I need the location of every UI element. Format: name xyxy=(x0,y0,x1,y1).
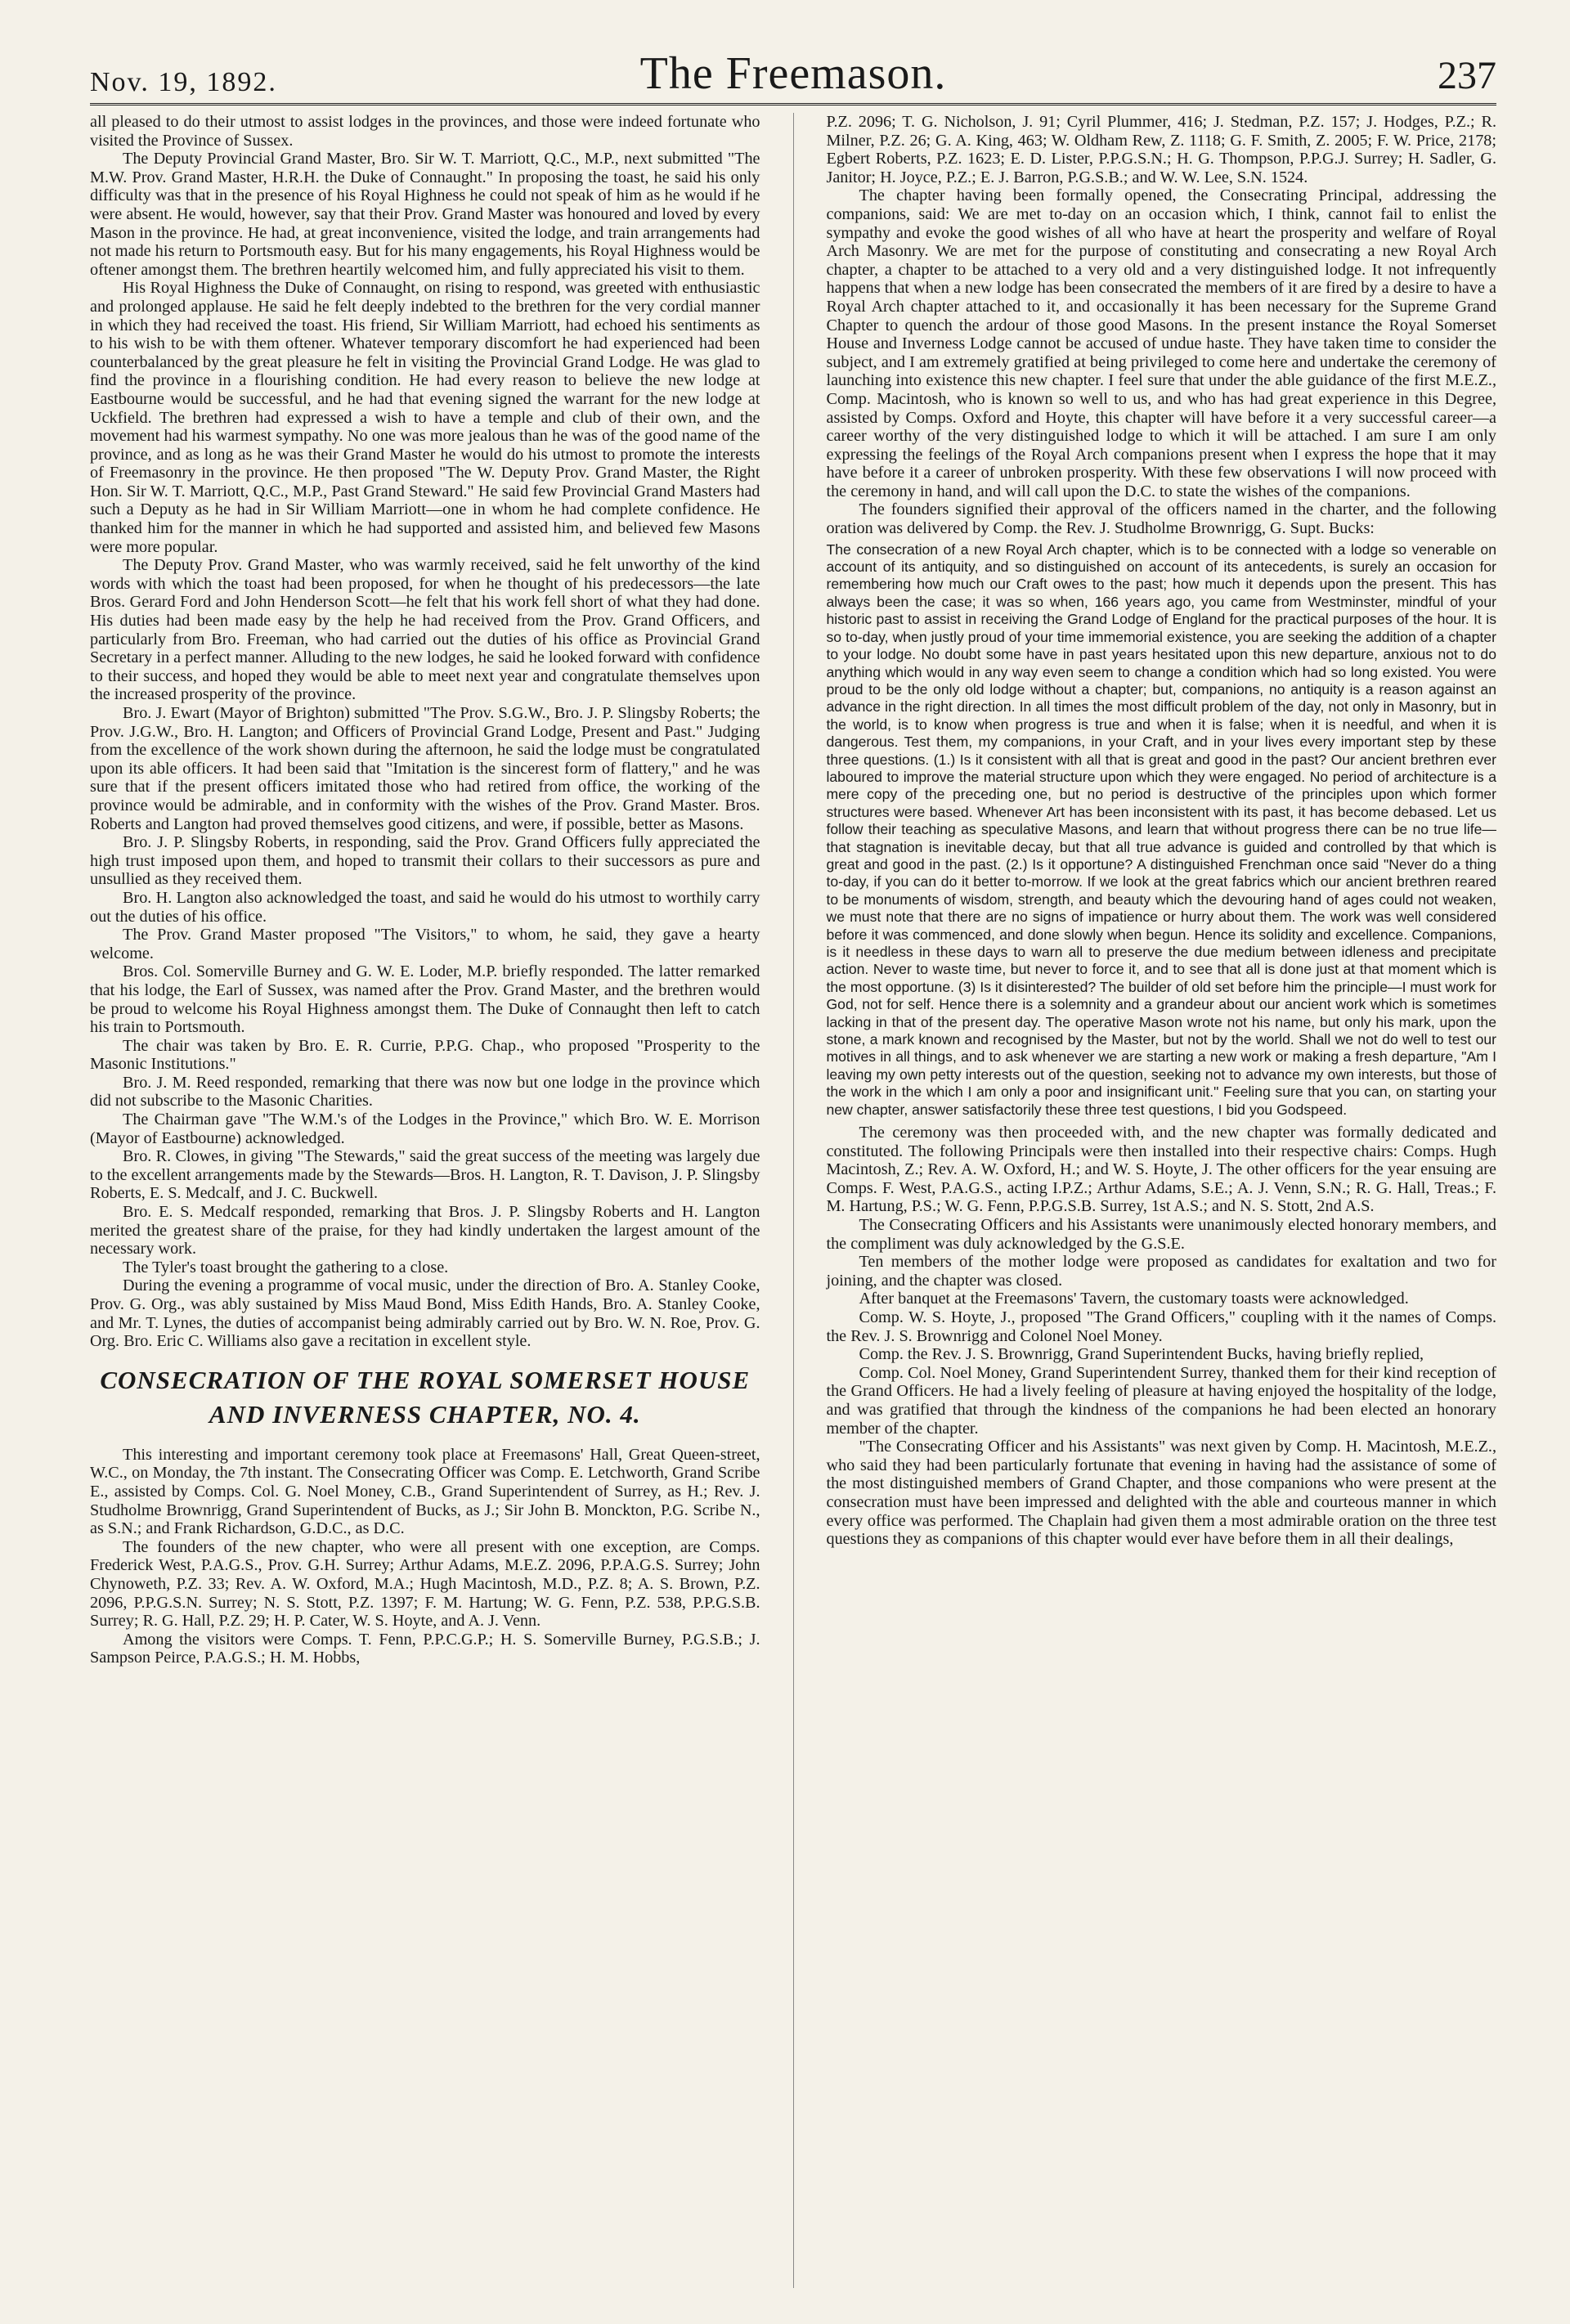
paragraph: The chapter having been formally opened, the Consecrating Principal, addressing the companions, said: We are met to-day on an occasion which, I think, cannot fail to enlist the sympathy and evoke the good wishes of all who have at heart the prosperity and welfare of Royal Arch Masonry. We are met for the purpose of constituting and consecrating a new Royal Arch chapter, a chapter to be attached to a very old and a very distinguished lodge. It not infrequently happens that when a new lodge has been consecrated the members of it are fired by a desire to have a Royal Arch chapter attached to it, and occasionally it has been necessary for the Supreme Grand Chapter to quench the ardour of those good Masons. In the present instance the Royal Somerset House and Inverness Lodge cannot be accused of undue haste. They have taken time to consider the subject, and I am extremely gratified at being privileged to come here and undertake the ceremony of launching into existence this new chapter. I feel sure that under the able guidance of the first M.E.Z., Comp. Macintosh, who is known so well to us, and who has had great experience in this Degree, assisted by Comps. Oxford and Hoyte, this chapter will have before it a very successful career—a career worthy of the very distinguished lodge to which it will be attached. I am sure I am only expressing the feelings of the Royal Arch companions present when I express the hope that it may have before it a career of unbroken prosperity. With these few observations I will now proceed with the ceremony in hand, and will call upon the D.C. to state the wishes of the companions. xyxy=(826,186,1496,500)
paragraph: The Tyler's toast brought the gathering to a close. xyxy=(123,1258,449,1276)
masthead xyxy=(90,33,1496,105)
paragraph: This interesting and important ceremony took place at Freemasons' Hall, Great Queen-street, W.C., on Monday, the 7th instant. The Consecrating Officer was Comp. E. Letchworth, Grand Scribe E., assisted by Comps. Col. G. Noel Money, C.B., Grand Superintendent of Surrey, as H.; Rev. J. Studholme Brownrigg, Grand Superintendent of Bucks, as J.; Sir John B. Monckton, P.G. Scribe N., as S.N.; and Frank Richardson, G.D.C., as D.C. xyxy=(90,1445,760,1538)
paragraph: Bro. J. M. Reed responded, remarking that there was now but one lodge in the province which did not subscribe to the Masonic Charities. xyxy=(90,1073,760,1110)
paragraph: The founders of the new chapter, who were all present with one exception, are Comps. Frederick West, P.A.G.S., Prov. G.H. Surrey; Arthur Adams, M.E.Z. 2096, P.P.A.G.S. Surrey; John Chynoweth, P.Z. 33; Rev. A. W. Oxford, M.A.; Hugh Macintosh, M.D., P.Z. 8; A. S. Brown, P.Z. 2096, P.P.G.S.N. Surrey; N. S. Stott, P.Z. 1397; F. M. Hartung; W. G. Fenn, P.Z. 538, P.P.G.S.B. Surrey; R. G. Hall, P.Z. 29; H. P. Cater, W. S. Hoyte, and A. J. Venn. xyxy=(90,1537,760,1631)
paragraph: all pleased to do their utmost to assist lodges in the provinces, and those were indeed fortunate who visited the Province of Sussex. xyxy=(90,113,760,150)
paragraph: The Prov. Grand Master proposed "The Visitors," to whom, he said, they gave a hearty welcome. xyxy=(90,926,760,962)
paragraph: The Deputy Prov. Grand Master, who was warmly received, said he felt unworthy of the kind words with which the toast had been proposed, for when he thought of his predecessors—the late Bros. Gerard Ford and John Henderson Scott—he felt that his work fell short of what they had done. His duties had been made easy by the help he had received from the Prov. Grand Officers, and particularly from Bro. Freeman, who had carried out the duties of his office as Provincial Grand Secretary in a perfect manner. Alluding to the new lodges, he said he looked forward with confidence to their success, and hoped they would be able to meet next year and congratulate themselves upon the increased prosperity of the province. xyxy=(90,556,760,704)
heading-line: CONSECRATION OF THE ROYAL SOMERSET HOUSE xyxy=(100,1365,751,1394)
publication-title: The Freemason. xyxy=(639,48,947,99)
paragraph: After banquet at the Freemasons' Tavern, the customary toasts were acknowledged. xyxy=(859,1290,1409,1308)
paragraph: The Deputy Provincial Grand Master, Bro. Sir W. T. Marriott, Q.C., M.P., next submitted "The M.W. Prov. Grand Master, H.R.H. the Duke of Connaught." In proposing the toast, he said his only difficulty was that in the presence of his Royal Highness he could not speak of him as he would if he were absent. He would, however, say that their Prov. Grand Master was honoured and loved by every Mason in the province. He had, at great inconvenience, visited the lodge, and train arrangements had not made his return to Portsmouth easy. But for his many engagements, his Royal Highness would be oftener amongst them. The brethren heartily welcomed him, and fully appreciated his visit to them. xyxy=(90,150,760,279)
paragraph: Comp. the Rev. J. S. Brownrigg, Grand Superintendent Bucks, having briefly replied, xyxy=(859,1345,1424,1364)
paragraph: During the evening a programme of vocal music, under the direction of Bro. A. Stanley Cooke, Prov. G. Org., was ably sustained by Miss Maud Bond, Miss Edith Hands, Bro. A. Stanley Cooke, and Mr. T. Lynes, the duties of accompanist being admirably carried out by Bro. W. N. Roe, Prov. G. Org. Bro. Eric C. Williams also gave a recitation in excellent style. xyxy=(90,1276,760,1351)
article-columns xyxy=(90,113,1496,2288)
article-heading xyxy=(90,1364,760,1431)
paragraph: Bro. J. P. Slingsby Roberts, in responding, said the Prov. Grand Officers fully appreciated the high trust imposed upon them, and hoped to transmit their collars to their successors as pure and unsullied as they received them. xyxy=(90,833,760,889)
right-column xyxy=(826,113,1496,2288)
paragraph: The chair was taken by Bro. E. R. Currie, P.P.G. Chap., who proposed "Prosperity to the Masonic Institutions." xyxy=(90,1036,760,1074)
paragraph: The Consecrating Officers and his Assistants were unanimously elected honorary members, and the compliment was duly acknowledged by the G.S.E. xyxy=(826,1216,1496,1253)
paragraph: Ten members of the mother lodge were proposed as candidates for exaltation and two for joining, and the chapter was closed. xyxy=(826,1253,1496,1290)
oration-block xyxy=(826,541,1496,1119)
paragraph: Comp. W. S. Hoyte, J., proposed "The Grand Officers," coupling with it the names of Comps. the Rev. J. S. Brownrigg and Colonel Noel Money. xyxy=(826,1308,1496,1345)
paragraph: The Chairman gave "The W.M.'s of the Lodges in the Province," which Bro. W. E. Morrison (Mayor of Eastbourne) acknowledged. xyxy=(90,1110,760,1147)
paragraph: Comp. Col. Noel Money, Grand Superintendent Surrey, thanked them for their kind reception of the Grand Officers. He had a lively feeling of pleasure at having enjoyed the hospitality of the lodge, and was gratified that through the kindness of the companions he had been elected an honorary member of the chapter. xyxy=(826,1363,1496,1438)
paragraph: Bros. Col. Somerville Burney and G. W. E. Loder, M.P. briefly responded. The latter remarked that his lodge, the Earl of Sussex, was named after the Prov. Grand Master, and the brethren would be proud to welcome his Royal Highness amongst them. The Duke of Connaught then left to catch his train to Portsmouth. xyxy=(90,962,760,1037)
paragraph: Bro. H. Langton also acknowledged the toast, and said he would do his utmost to worthily carry out the duties of his office. xyxy=(90,888,760,926)
paragraph: Among the visitors were Comps. T. Fenn, P.P.C.G.P.; H. S. Somerville Burney, P.G.S.B.; J. Sampson Peirce, P.A.G.S.; H. M. Hobbs, xyxy=(90,1630,760,1667)
newspaper-page xyxy=(90,33,1496,2298)
paragraph: His Royal Highness the Duke of Connaught, on rising to respond, was greeted with enthusiastic and prolonged applause. He said he felt deeply indebted to the brethren for the very cordial manner in which they had received the toast. His friend, Sir William Marriott, had echoed his sentiments as to his wish to be with them oftener. Whatever temporary discomfort he had experienced had been counterbalanced by the great pleasure he felt in visiting the Provincial Grand Lodge. He was glad to find the province in a flourishing condition. He had every reason to believe the new lodge at Eastbourne would be successful, and he had that evening signed the warrant for the new lodge at Uckfield. The brethren had expressed a wish to have a temple and club of their own, and the movement had his warmest sympathy. No one was more jealous than he was of the good name of the province, and as long as he was their Grand Master he would do his utmost to promote the interests of Freemasonry in the province. He then proposed "The W. Deputy Prov. Grand Master, the Right Hon. Sir W. T. Marriott, Q.C., M.P., Past Grand Steward." He said few Provincial Grand Masters had such a Deputy as he had in Sir William Marriott—one in whom he had complete confidence. He thanked him for the manner in which he had supported and assisted him, and believed few Masons were more popular. xyxy=(90,279,760,556)
paragraph: The ceremony was then proceeded with, and the new chapter was formally dedicated and constituted. The following Principals were then installed into their respective chairs: Comps. Hugh Macintosh, Z.; Rev. A. W. Oxford, H.; and W. S. Hoyte, J. The other officers for the year ensuing are Comps. F. West, P.A.G.S., acting I.P.Z.; Arthur Adams, S.E.; A. J. Venn, S.N.; R. G. Hall, Treas.; F. M. Hartung, P.S.; W. G. Fenn, P.P.G.S.B. Surrey, 1st A.S.; and N. S. Stott, 2nd A.S. xyxy=(826,1124,1496,1216)
paragraph: P.Z. 2096; T. G. Nicholson, J. 91; Cyril Plummer, 416; J. Stedman, P.Z. 157; J. Hodges, P.Z.; R. Milner, P.Z. 26; G. A. King, 463; W. Oldham Rew, Z. 1118; G. F. Smith, Z. 2005; F. W. Price, 2178; Egbert Roberts, P.Z. 1623; E. D. Lister, P.P.G.S.N.; H. G. Thompson, P.P.G.J. Surrey; H. Sadler, G. Janitor; H. Joyce, P.Z.; E. J. Barron, P.G.S.B.; and W. W. Lee, S.N. 1524. xyxy=(826,113,1496,186)
paragraph: Bro. J. Ewart (Mayor of Brighton) submitted "The Prov. S.G.W., Bro. J. P. Slingsby Roberts; the Prov. J.G.W., Bro. H. Langton; and Officers of Provincial Grand Lodge, Present and Past." Judging from the excellence of the work shown during the afternoon, he said the lodge must be congratulated upon its able officers. It had been said that "Imitation is the sincerest form of flattery," and he was sure that if the present officers imitated those who had retired from office, the working of the province would be admirable, and in conformity with the wishes of the Prov. Grand Master. Bros. Roberts and Langton had proved themselves good citizens, and were, if possible, better as Masons. xyxy=(90,704,760,833)
column-divider xyxy=(793,113,794,2288)
oration-text: The consecration of a new Royal Arch chapter, which is to be connected with a lodge so venerable on account of its antiquity, and so distinguished on account of its antecedents, is surely an occasion for remembering how much our Craft owes to the past; how much it depends upon the present. This has always been the case; it was so when, 166 years ago, you came from Westminster, mindful of your historic past to assist in receiving the Grand Lodge of England for the practical purposes of the hour. It is so to-day, when justly proud of your time immemorial existence, you are seeking the addition of a chapter to your lodge. No doubt some have in past years hesitated upon this new departure, anxious not to do anything which would in any way even seem to change a condition which had so long existed. You were proud to be the only old lodge without a chapter; but, companions, no antiquity is a reason against an advance in the right direction. In all times the most difficult problem of the day, not only in Masonry, but in the world, is to know when progress is true and when it is false; when it is needful, and when it is dangerous. Test them, my companions, in your Craft, and in your lives every important step by these three questions. (1.) Is it consistent with all that is great and good in the past? Our ancient brethren ever laboured to improve the material structure upon which they were engaged. No period of architecture is a mere copy of the preceding one, but no period is destructive of the principles upon which former structures were based. Whenever Art has been inconsistent with its past, it has become debased. Let us follow their teaching as speculative Masons, and learn that without progress there can be no true life—that stagnation is inevitable decay, but that all true advance is guided and controlled by that which is great and good in the past. (2.) Is it opportune? A distinguished Frenchman once said "Never do a thing to-day, if you can do it better to-morrow. If we look at the great fabrics which our ancient brethren reared to be monuments of wisdom, strength, and beauty which the devouring hand of ages could not weaken, we must note that there are no signs of impatience or hurry about them. The work was well considered before it was commenced, and done slowly when begun. Hence its solidity and excellence. Companions, is it needless in these days to warn all to preserve the due medium between idleness and precipitate action. Never to waste time, but never to force it, and to see that all is done just at that moment which is the most opportune. (3) Is it disinterested? The builder of old set before him the principle—I must work for God, not for self. Hence there is a solemnity and a grandeur about our ancient work which is sometimes lacking in that of the present day. The operative Mason wrote not his name, but only his mark, upon the stone, a mark known and recognised by the Master, but not by the world. Shall we not do well to test our motives in all things, and to ask whenever we are starting a new work or making a fresh departure, "Am I leaving my own petty interests out of the question, seeking not to advance my own interests, but those of the work in the which I am only a poor and insignificant unit." Feeling sure that you can, on starting your new chapter, answer satisfactorily these three test questions, I bid you Godspeed. xyxy=(826,541,1496,1118)
left-column xyxy=(90,113,760,2288)
paragraph: Bro. E. S. Medcalf responded, remarking that Bros. J. P. Slingsby Roberts and H. Langton merited the greatest share of the praise, for they had kindly undertaken the largest amount of the necessary work. xyxy=(90,1203,760,1258)
issue-date: Nov. 19, 1892. xyxy=(90,67,277,97)
paragraph: "The Consecrating Officer and his Assistants" was next given by Comp. H. Macintosh, M.E.Z., who said they had been particularly fortunate that evening in having had the assistance of some of the most distinguished members of Grand Chapter, and those companions who were present at the consecration must have been impressed and delighted with the able and courteous manner in which every office was performed. The Chaplain had given them a most admirable oration on the three test questions they as companions of this chapter would ever have before them in all their dealings, xyxy=(826,1438,1496,1549)
paragraph: Bro. R. Clowes, in giving "The Stewards," said the great success of the meeting was largely due to the excellent arrangements made by the Stewards—Bros. H. Langton, R. T. Davison, J. P. Slingsby Roberts, E. S. Medcalf, and J. C. Buckwell. xyxy=(90,1147,760,1203)
page-number: 237 xyxy=(1438,54,1496,97)
heading-line: AND INVERNESS CHAPTER, NO. 4. xyxy=(209,1399,641,1429)
paragraph: The founders signified their approval of the officers named in the charter, and the following oration was delivered by Comp. the Rev. J. Studholme Brownrigg, G. Supt. Bucks: xyxy=(826,500,1496,538)
